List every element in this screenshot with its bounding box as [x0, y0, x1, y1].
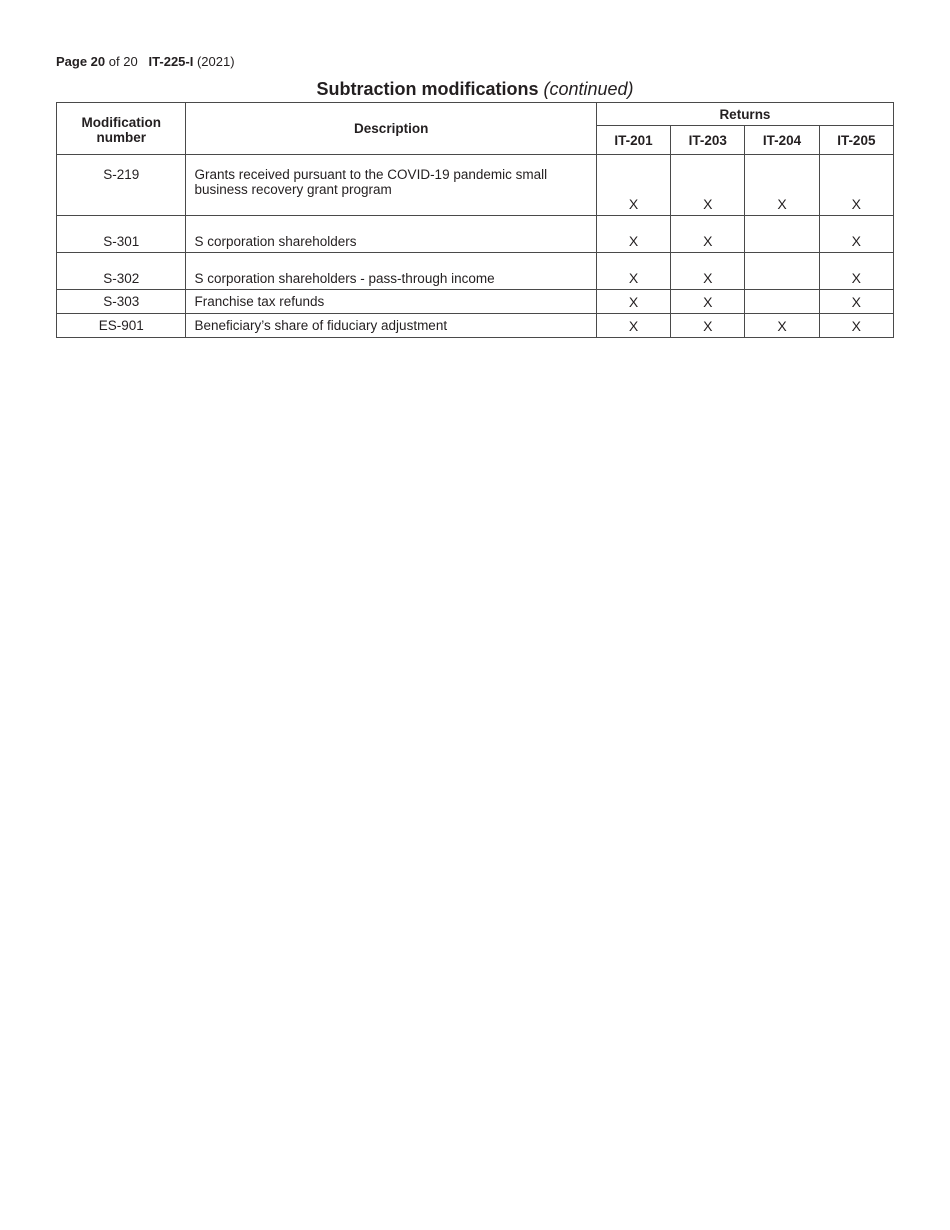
table-row: [57, 253, 894, 290]
modification-number: S-302: [57, 253, 186, 290]
header-description: Description: [186, 103, 596, 155]
return-mark: X: [671, 253, 745, 290]
page-number: Page 20: [56, 54, 106, 69]
return-mark: X: [745, 155, 819, 216]
header-return-it203: IT-203: [671, 126, 745, 155]
modification-description: S corporation shareholders: [186, 216, 596, 253]
return-mark: X: [819, 290, 893, 314]
page-total: of 20: [108, 54, 138, 69]
header-modification-number: Modification number: [57, 103, 186, 155]
table-row: [57, 216, 894, 253]
return-mark: X: [596, 290, 670, 314]
return-mark: [745, 290, 819, 314]
modification-number: S-303: [57, 290, 186, 314]
header-return-it201: IT-201: [596, 126, 670, 155]
form-number: IT-225-I: [148, 54, 194, 69]
return-mark: X: [596, 253, 670, 290]
title-main: Subtraction modifications: [316, 79, 539, 99]
page-header: [56, 54, 235, 69]
return-mark: X: [596, 155, 670, 216]
return-mark: X: [819, 314, 893, 338]
modification-description: Beneficiary’s share of fiduciary adjustment: [186, 314, 596, 338]
return-mark: X: [671, 216, 745, 253]
modification-number: S-301: [57, 216, 186, 253]
page-title: [0, 79, 950, 100]
table-row: [57, 314, 894, 338]
return-mark: X: [745, 314, 819, 338]
table-row: [57, 290, 894, 314]
modification-number: S-219: [57, 155, 186, 216]
modification-description: S corporation shareholders - pass-through income: [186, 253, 596, 290]
return-mark: X: [596, 216, 670, 253]
header-returns: Returns: [596, 103, 893, 126]
return-mark: [745, 253, 819, 290]
table-row: [57, 155, 894, 216]
return-mark: X: [596, 314, 670, 338]
return-mark: X: [671, 155, 745, 216]
modification-description: Grants received pursuant to the COVID-19 pandemic small business recovery grant program: [186, 155, 596, 216]
form-year: (2021): [196, 54, 235, 69]
modification-number: ES-901: [57, 314, 186, 338]
return-mark: X: [671, 314, 745, 338]
title-suffix: (continued): [543, 79, 634, 99]
return-mark: X: [671, 290, 745, 314]
return-mark: X: [819, 216, 893, 253]
header-return-it205: IT-205: [819, 126, 893, 155]
return-mark: X: [819, 253, 893, 290]
modification-description: Franchise tax refunds: [186, 290, 596, 314]
return-mark: [745, 216, 819, 253]
modifications-table: [56, 102, 894, 338]
header-return-it204: IT-204: [745, 126, 819, 155]
return-mark: X: [819, 155, 893, 216]
